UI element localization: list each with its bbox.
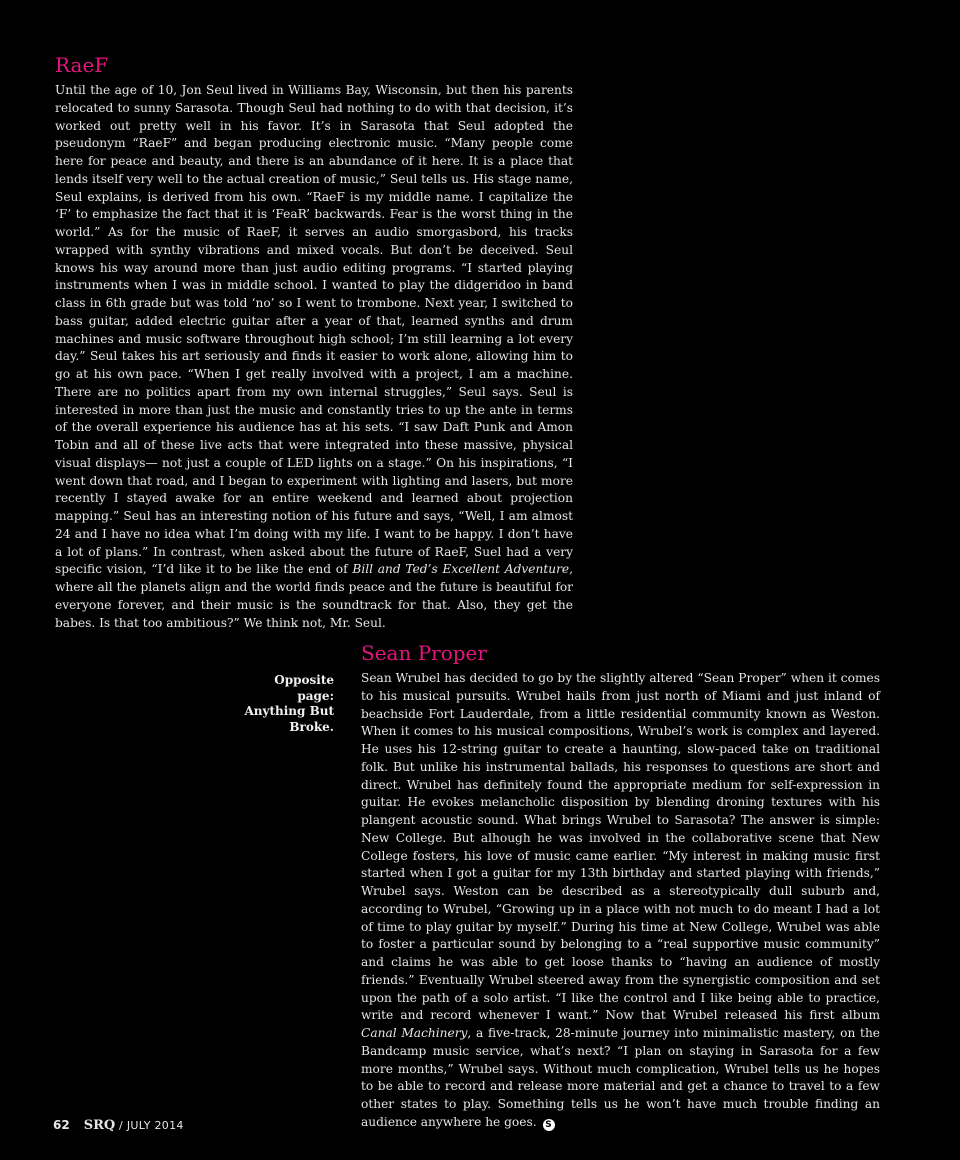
raef-body xyxy=(55,82,573,632)
page-footer xyxy=(53,1117,184,1134)
film-title: Bill and Ted’s Excellent Adventure xyxy=(352,562,570,577)
srq-end-mark-icon: S xyxy=(543,1119,555,1131)
sean-proper-heading: Sean Proper xyxy=(361,641,487,665)
issue-date: / JULY 2014 xyxy=(115,1119,184,1132)
sean-proper-body xyxy=(361,670,880,1132)
raef-body-text-part2: , where all the planets align and the world finds peace and the future is beautiful for everyone forever, and their music is the soundtrack for that. Also, they get the babes. Is that too ambitious?” We think not, Mr. Seul. xyxy=(55,562,573,630)
sean-body-text-part2: , a five-track, 28-minute journey into minimalistic mastery, on the Bandcamp music service, what’s next? “I plan on staying in Sarasota for a few more months,” Wrubel says. Without much complication, Wrubel tells us he hopes to be able to record and release more material and get a chance to travel to a few other states to play. Something tells us he won’t have much trouble finding an audience anywhere he goes. xyxy=(361,1026,881,1129)
album-title: Canal Machinery xyxy=(361,1026,468,1040)
caption-text: Anything But Broke. xyxy=(244,704,334,734)
sean-body-text-part1: Sean Wrubel has decided to go by the slightly altered “Sean Proper” when it comes to his musical pursuits. Wrubel hails from just north of Miami and just inland of beachside Fort Lauderdale, from a little residential community known as Weston. When it comes to his musical compositions, Wrubel’s work is complex and layered. He uses his 12-string guitar to create a haunting, slow-paced take on traditional folk. But unlike his instrumental ballads, his responses to questions are short and direct. Wrubel has definitely found the appropriate medium for self-expression in guitar. He evokes melancholic disposition by blending droning textures with his plangent acoustic sound. What brings Wrubel to Sarasota? The answer is simple: New College. But alhough he was involved in the collaborative scene that New College fosters, his love of music came earlier. “My interest in making music first started when I got a guitar for my 13th birthday and started playing with friends,” Wrubel says. Weston can be described as a stereotypically dull suburb and, according to Wrubel, “Growing up in a place with not much to do meant I had a lot of time to play guitar by myself.” During his time at New College, Wrubel was able to foster a particular sound by belonging to a “real supportive music community” and claims he was able to get loose thanks to “having an audience of mostly friends.” Eventually Wrubel steered away from the synergistic composition and set upon the path of a solo artist. “I like the control and I like being able to practice, write and record whenever I want.” Now that Wrubel released his first album xyxy=(361,671,880,1023)
raef-body-text-part1: Until the age of 10, Jon Seul lived in Williams Bay, Wisconsin, but then his parents relocated to sunny Sarasota. Though Seul had nothing to do with that decision, it’s worked out pretty well in his favor. It’s in Sarasota that Seul adopted the pseudonym “RaeF” and began producing electronic music. “Many people come here for peace and beauty, and there is an abundance of it here. It is a place that lends itself very well to the actual creation of music,” Seul tells us. His stage name, Seul explains, is derived from his own. “RaeF is my middle name. I capitalize the ‘F’ to emphasize the fact that it is ‘FeaR’ backwards. Fear is the worst thing in the world.” As for the music of RaeF, it serves an audio smorgasbord, his tracks wrapped with synthy vibrations and mixed vocals. But don’t be deceived. Seul knows his way around more than just audio editing programs. “I started playing instruments when I was in middle school. I wanted to play the didgeridoo in band class in 6th grade but was told ‘no’ so I went to trombone. Next year, I switched to bass guitar, added electric guitar after a year of that, learned synths and drum machines and music software throughout high school; I’m still learning a lot every day.” Seul takes his art seriously and finds it easier to work alone, allowing him to go at his own pace. “When I get really involved with a project, I am a machine. There are no politics apart from my own internal struggles,” Seul says. Seul is interested in more than just the music and constantly tries to up the ante in terms of the overall experience his audience has at his sets. “I saw Daft Punk and Amon Tobin and all of these live acts that were integrated into these massive, physical visual displays— not just a couple of LED lights on a stage.” On his inspirations, “I went down that road, and I began to experiment with lighting and lasers, but more recently I stayed awake for an entire weekend and learned about projection mapping.” Seul has an interesting notion of his future and says, “Well, I am almost 24 and I have no idea what I’m doing with my life. I want to be happy. I don’t have a lot of plans.” In contrast, when asked about the future of RaeF, Suel had a very specific vision, “I’d like it to be like the end of xyxy=(55,83,573,577)
page-number: 62 xyxy=(53,1118,70,1132)
raef-article xyxy=(55,52,573,632)
sean-proper-article xyxy=(361,640,880,1132)
raef-heading: RaeF xyxy=(55,53,109,77)
photo-caption xyxy=(240,673,334,735)
magazine-name: SRQ xyxy=(83,1118,116,1133)
caption-label: Opposite page: xyxy=(274,673,334,703)
